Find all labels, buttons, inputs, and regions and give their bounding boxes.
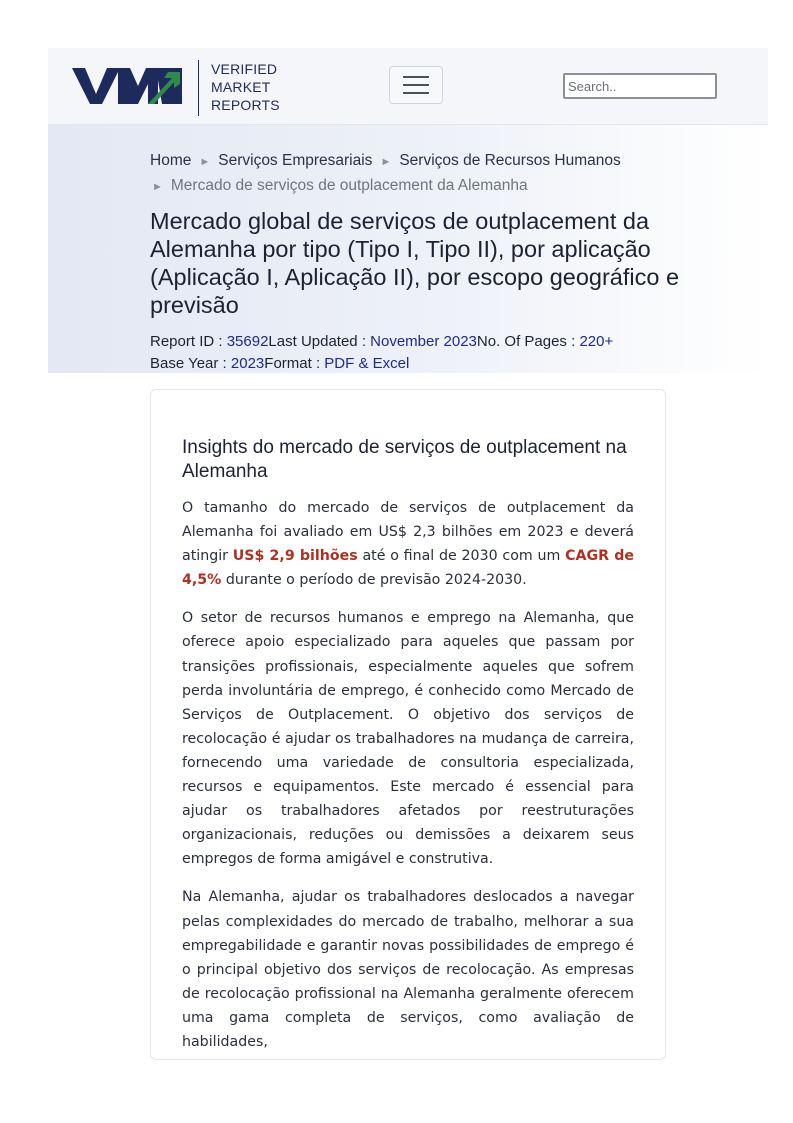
cagr-highlight: CAGR de 4,5%	[182, 548, 635, 589]
breadcrumb-current: Mercado de serviços de outplacement da Alemanha	[170, 177, 528, 194]
page-frame	[48, 48, 768, 1050]
logo-divider	[198, 60, 199, 116]
chevron-right-icon: ►	[199, 156, 211, 168]
vmr-logo-icon	[72, 66, 186, 106]
chevron-right-icon: ►	[152, 181, 163, 193]
breadcrumb-business-services[interactable]: Serviços Empresariais	[218, 152, 373, 169]
insights-card	[150, 389, 666, 1060]
format-value: PDF & Excel	[324, 355, 410, 372]
chevron-right-icon: ►	[380, 156, 392, 168]
report-id-value: 35692	[226, 333, 269, 350]
search-input[interactable]	[563, 73, 717, 99]
logo-wordmark	[211, 60, 280, 114]
breadcrumb	[150, 149, 670, 199]
logo-line-2: MARKET	[211, 79, 271, 95]
breadcrumb-home[interactable]: Home	[150, 152, 192, 169]
hamburger-icon-bar	[403, 92, 429, 94]
insights-heading: Insights do mercado de serviços de outplacement na Alemanha	[182, 437, 627, 482]
p1-text-c: durante o período de previsão 2024-2030.	[221, 572, 527, 589]
report-id-label: Report ID :	[150, 333, 227, 350]
pages-label: No. Of Pages :	[476, 333, 580, 350]
page-title: Mercado global de serviços de outplacement da Alemanha por tipo (Tipo I, Tipo II), por aplicação (Aplicação I, Aplicação II), por escopo geográfico e previsão	[150, 208, 680, 318]
last-updated-label: Last Updated :	[268, 333, 371, 350]
p1-text-a: O tamanho do mercado de serviços de outplacement da Alemanha foi avaliado em US$ 2,3 bilhões em 2023 e deverá atingir	[182, 500, 634, 565]
report-meta	[150, 331, 690, 375]
insights-paragraph-3: Na Alemanha, ajudar os trabalhadores deslocados a navegar pelas complexidades do mercado de trabalho, melhorar a sua empregabilidade e garantir novas possibilidades de emprego é o principal objetivo dos serviços de recolocação. As empresas de recolocação profissional na Alemanha geralmente oferecem uma gama completa de serviços, como avaliação de habilidades,	[182, 889, 634, 1050]
hamburger-icon	[403, 76, 429, 78]
top-navbar	[48, 48, 768, 125]
report-hero	[48, 125, 768, 373]
logo-line-1: VERIFIED	[211, 61, 278, 77]
pages-value: 220+	[579, 333, 614, 350]
base-year-label: Base Year :	[150, 355, 231, 372]
insights-paragraph-2: O setor de recursos humanos e emprego na Alemanha, que oferece apoio especializado para aqueles que passam por transições profissionais, especialmente aqueles que sofrem perda involuntária de emprego, é conhecido como Mercado de Serviços de Outplacement. O objetivo dos serviços de recolocação é ajudar os trabalhadores na mudança de carreira, fornecendo uma variedade de consultoria especializada, recursos e equipamentos. Este mercado é essencial para ajudar os trabalhadores afetados por reestruturações organizacionais, reduções ou demissões a deixarem seus empregos de forma amigável e construtiva.	[182, 610, 634, 868]
hamburger-menu-button[interactable]	[389, 66, 443, 104]
logo-line-3: REPORTS	[211, 97, 280, 113]
last-updated-value: November 2023	[370, 333, 477, 350]
site-logo[interactable]	[72, 60, 282, 116]
hamburger-icon-bar	[403, 84, 429, 86]
breadcrumb-hr-services[interactable]: Serviços de Recursos Humanos	[399, 152, 621, 169]
market-size-highlight: US$ 2,9 bilhões	[232, 548, 358, 565]
p1-text-b: até o final de 2030 com um	[357, 548, 566, 565]
format-label: Format :	[264, 355, 325, 372]
base-year-value: 2023	[230, 355, 265, 372]
insights-paragraph-1	[182, 496, 634, 592]
